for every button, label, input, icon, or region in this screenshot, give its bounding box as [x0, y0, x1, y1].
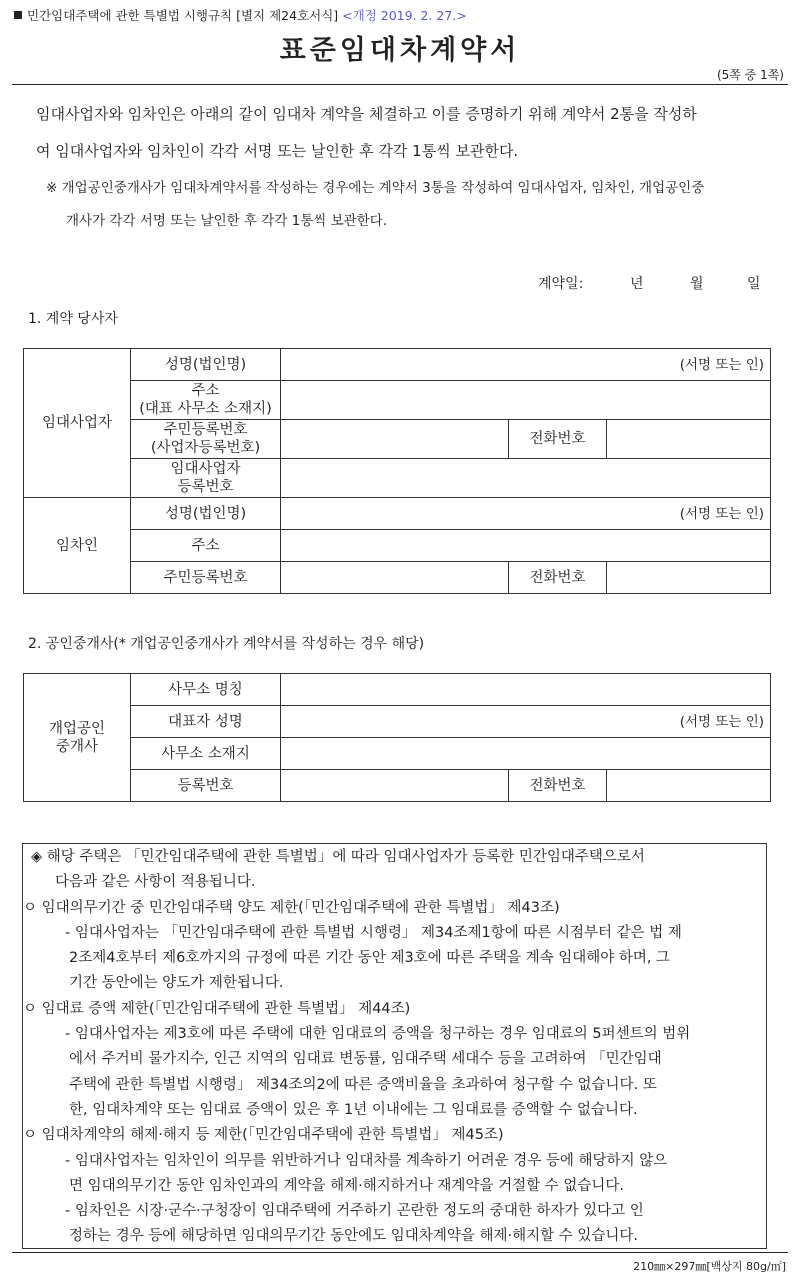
intro-line-2: 여 임대사업자와 임차인이 각각 서명 또는 날인한 후 각각 1통씩 보관한다. — [36, 142, 519, 160]
contract-parties-table — [23, 348, 771, 594]
broker-group-label-line-1: 개업공인 — [48, 720, 106, 737]
notice-item-1-body-3: 기간 동안에는 양도가 제한됩니다. — [69, 975, 284, 992]
notice-item-1-body-1: - 임대사업자는 「민간임대주택에 관한 특별법 시행령」 제34조제1항에 따른 시점부터 같은 법 제 — [65, 924, 682, 941]
broker-sign-hint: (서명 또는 인) — [679, 713, 765, 730]
lessor-registration-label-line-1: 임대사업자 — [170, 461, 241, 477]
paper-spec: 210㎜×297㎜[백상지 80g/㎡] — [633, 1260, 786, 1273]
notice-item-2-body-1: - 임대사업자는 제3호에 따른 주택에 대한 임대료의 증액을 청구하는 경우 임대료의 5퍼센트의 범위 — [65, 1026, 691, 1043]
form-reference: 민간임대주택에 관한 특별법 시행규칙 [별지 제24호서식] — [27, 8, 339, 23]
contract-date-year[interactable]: 년 — [630, 276, 644, 292]
lessee-name-label: 성명(법인명) — [131, 498, 281, 530]
lessee-phone-label: 전화번호 — [509, 562, 607, 594]
lessee-id-label: 주민등록번호 — [131, 562, 281, 594]
lessee-id-field[interactable] — [281, 562, 509, 594]
intro-paragraph — [36, 96, 781, 170]
lessor-registration-label — [131, 459, 281, 498]
notice-item-3-body-2: 면 임대의무기간 동안 임차인과의 계약을 해제·해지하거나 재계약을 거절할 수 없습니다. — [69, 1177, 624, 1194]
lessor-name-field[interactable] — [281, 349, 771, 381]
note-line-2: 개사가 각각 서명 또는 날인한 후 각각 1통씩 보관한다. — [66, 213, 388, 229]
lessor-phone-label: 전화번호 — [509, 420, 607, 459]
notice-item-1-title: ㅇ 임대의무기간 중 민간임대주택 양도 제한(「민간임대주택에 관한 특별법」 제43조) — [23, 899, 560, 916]
note-line-1: ※ 개업공인중개사가 임대차계약서를 작성하는 경우에는 계약서 3통을 작성하여 임대사업자, 임차인, 개업공인중 — [46, 180, 705, 196]
page-count: (5쪽 중 1쪽) — [716, 68, 784, 82]
page-title: 표준임대차계약서 — [279, 35, 521, 66]
lessor-group-label: 임대사업자 — [24, 349, 131, 498]
representative-field[interactable] — [281, 706, 771, 738]
lessor-id-label — [131, 420, 281, 459]
broker-registration-field[interactable] — [281, 770, 509, 802]
intro-line-1: 임대사업자와 임차인은 아래의 같이 임대차 계약을 체결하고 이를 증명하기 위해 계약서 2통을 작성하 — [36, 105, 697, 123]
intro-note — [46, 172, 786, 238]
notice-item-2-body-3: 주택에 관한 특별법 시행령」 제34조의2에 따른 증액비율을 초과하여 청구할 수 없습니다. 또 — [69, 1076, 657, 1093]
office-name-label: 사무소 명칭 — [131, 674, 281, 706]
broker-group-label-line-2: 중개사 — [55, 738, 99, 755]
notice-item-3-title: ㅇ 임대차계약의 해제·해지 등 제한(「민간임대주택에 관한 특별법」 제45조) — [23, 1127, 504, 1144]
office-address-field[interactable] — [281, 738, 771, 770]
lessor-phone-field[interactable] — [607, 420, 771, 459]
lessor-registration-field[interactable] — [281, 459, 771, 498]
broker-group-label — [24, 674, 131, 802]
contract-date-label: 계약일: — [538, 276, 584, 292]
section-1-title: 1. 계약 당사자 — [28, 311, 118, 327]
notice-item-3-body-1: - 임대사업자는 임차인이 의무를 위반하거나 임대차를 계속하기 어려운 경우 등에 해당하지 않으 — [65, 1152, 668, 1169]
contract-date-month[interactable]: 월 — [690, 276, 704, 292]
lessor-id-label-line-2: (사업자등록번호) — [150, 440, 261, 456]
office-address-label: 사무소 소재지 — [131, 738, 281, 770]
notice-item-2-body-2: 에서 주거비 물가지수, 인근 지역의 임대료 변동률, 임대주택 세대수 등을 고려하여 「민간임대 — [69, 1051, 662, 1068]
lessor-sign-hint: (서명 또는 인) — [679, 356, 765, 373]
notice-item-1-body-2: 2조제4호부터 제6호까지의 규정에 따른 기간 동안 제3호에 따른 주택을 계속 임대해야 하며, 그 — [69, 950, 671, 967]
notice-box — [22, 843, 767, 1249]
broker-phone-label: 전화번호 — [509, 770, 607, 802]
top-divider — [12, 84, 788, 85]
lessee-group-label: 임차인 — [24, 498, 131, 594]
notice-intro-2: 다음과 같은 사항이 적용됩니다. — [55, 874, 256, 891]
notice-item-2-body-4: 한, 임대차계약 또는 임대료 증액이 있은 후 1년 이내에는 그 임대료를 증액할 수 없습니다. — [69, 1101, 638, 1118]
lessor-name-label: 성명(법인명) — [131, 349, 281, 381]
lessee-address-field[interactable] — [281, 530, 771, 562]
lessor-address-label-line-1: 주소 — [191, 383, 220, 399]
bottom-divider — [12, 1252, 788, 1253]
representative-label: 대표자 성명 — [131, 706, 281, 738]
broker-phone-field[interactable] — [607, 770, 771, 802]
notice-item-3-body-3: - 임차인은 시장·군수·구청장이 임대주택에 거주하기 곤란한 정도의 중대한 하자가 있다고 인 — [65, 1203, 644, 1220]
notice-item-2-title: ㅇ 임대료 증액 제한(「민간임대주택에 관한 특별법」 제44조) — [23, 1000, 411, 1017]
notice-item-3-body-4: 정하는 경우 등에 해당하면 임대의무기간 동안에도 임대차계약을 해제·해지할 수 있습니다. — [69, 1228, 638, 1245]
notice-intro-1: ◈ 해당 주택은 「민간임대주택에 관한 특별법」에 따라 임대사업자가 등록한 민간임대주택으로서 — [31, 849, 645, 865]
lessee-sign-hint: (서명 또는 인) — [679, 505, 765, 522]
lessor-registration-label-line-2: 등록번호 — [177, 479, 234, 495]
lessor-address-label-line-2: (대표 사무소 소재지) — [139, 401, 272, 417]
lessor-id-label-line-1: 주민등록번호 — [163, 422, 248, 438]
form-header — [14, 6, 467, 24]
broker-registration-label: 등록번호 — [131, 770, 281, 802]
revision-date: <개정 2019. 2. 27.> — [342, 8, 467, 23]
lessee-name-field[interactable] — [281, 498, 771, 530]
lessee-phone-field[interactable] — [607, 562, 771, 594]
section-2-title: 2. 공인중개사(* 개업공인중개사가 계약서를 작성하는 경우 해당) — [28, 636, 425, 652]
broker-table — [23, 673, 771, 802]
lessor-address-field[interactable] — [281, 381, 771, 420]
lessee-address-label: 주소 — [131, 530, 281, 562]
lessor-id-field[interactable] — [281, 420, 509, 459]
office-name-field[interactable] — [281, 674, 771, 706]
square-bullet-icon — [14, 11, 22, 19]
contract-date-day[interactable]: 일 — [747, 276, 761, 292]
lessor-address-label — [131, 381, 281, 420]
